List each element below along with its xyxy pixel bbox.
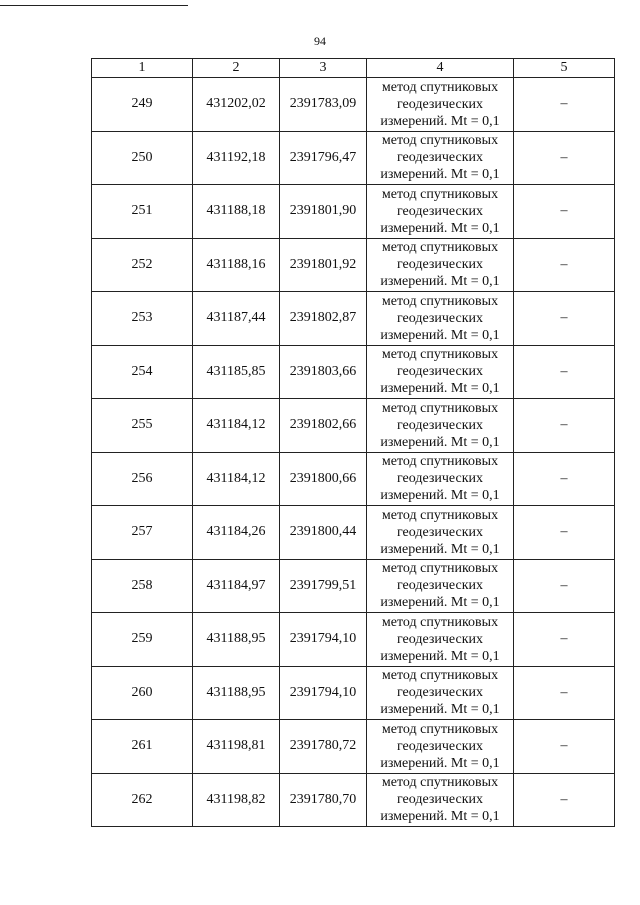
cell-coord-x: 431184,12 (193, 452, 280, 506)
table-row (92, 131, 615, 185)
header-col-5: 5 (514, 59, 615, 78)
cell-point-number: 253 (92, 292, 193, 346)
cell-note: – (514, 131, 615, 185)
cell-coord-y: 2391800,66 (280, 452, 367, 506)
cell-point-number: 255 (92, 399, 193, 453)
page-number: 94 (314, 34, 326, 48)
cell-method: метод спутниковых геодезических измерений. Mt = 0,1 (367, 559, 514, 613)
cell-coord-x: 431184,12 (193, 399, 280, 453)
cell-coord-y: 2391794,10 (280, 613, 367, 667)
table-row (92, 185, 615, 239)
cell-note: – (514, 613, 615, 667)
cell-note: – (514, 185, 615, 239)
cell-method: метод спутниковых геодезических измерений. Mt = 0,1 (367, 292, 514, 346)
cell-point-number: 252 (92, 238, 193, 292)
cell-point-number: 258 (92, 559, 193, 613)
cell-coord-y: 2391799,51 (280, 559, 367, 613)
cell-coord-y: 2391794,10 (280, 666, 367, 720)
cell-point-number: 262 (92, 773, 193, 827)
cell-point-number: 254 (92, 345, 193, 399)
table-row (92, 720, 615, 774)
cell-method: метод спутниковых геодезических измерений. Mt = 0,1 (367, 613, 514, 667)
cell-coord-x: 431184,26 (193, 506, 280, 560)
table-row (92, 666, 615, 720)
cell-note: – (514, 559, 615, 613)
header-col-4: 4 (367, 59, 514, 78)
cell-note: – (514, 345, 615, 399)
cell-point-number: 251 (92, 185, 193, 239)
cell-note: – (514, 399, 615, 453)
cell-coord-y: 2391801,92 (280, 238, 367, 292)
cell-coord-x: 431202,02 (193, 78, 280, 132)
top-rule (0, 5, 188, 6)
header-col-3: 3 (280, 59, 367, 78)
cell-coord-x: 431187,44 (193, 292, 280, 346)
cell-method: метод спутниковых геодезических измерений. Mt = 0,1 (367, 720, 514, 774)
cell-point-number: 257 (92, 506, 193, 560)
cell-coord-x: 431188,95 (193, 666, 280, 720)
table-row (92, 506, 615, 560)
cell-coord-x: 431188,18 (193, 185, 280, 239)
cell-coord-x: 431198,81 (193, 720, 280, 774)
coordinates-table (91, 58, 615, 827)
cell-method: метод спутниковых геодезических измерений. Mt = 0,1 (367, 452, 514, 506)
cell-point-number: 250 (92, 131, 193, 185)
cell-coord-y: 2391802,87 (280, 292, 367, 346)
cell-method: метод спутниковых геодезических измерений. Mt = 0,1 (367, 399, 514, 453)
cell-point-number: 256 (92, 452, 193, 506)
cell-note: – (514, 773, 615, 827)
table-row (92, 292, 615, 346)
cell-point-number: 249 (92, 78, 193, 132)
cell-point-number: 259 (92, 613, 193, 667)
cell-method: метод спутниковых геодезических измерений. Mt = 0,1 (367, 78, 514, 132)
table-row (92, 238, 615, 292)
header-col-1: 1 (92, 59, 193, 78)
cell-method: метод спутниковых геодезических измерений. Mt = 0,1 (367, 666, 514, 720)
cell-coord-y: 2391780,72 (280, 720, 367, 774)
table-row (92, 399, 615, 453)
cell-coord-x: 431192,18 (193, 131, 280, 185)
cell-coord-y: 2391780,70 (280, 773, 367, 827)
cell-coord-x: 431198,82 (193, 773, 280, 827)
cell-method: метод спутниковых геодезических измерений. Mt = 0,1 (367, 131, 514, 185)
cell-method: метод спутниковых геодезических измерений. Mt = 0,1 (367, 185, 514, 239)
cell-coord-y: 2391796,47 (280, 131, 367, 185)
table-row (92, 559, 615, 613)
cell-coord-x: 431185,85 (193, 345, 280, 399)
table-row (92, 78, 615, 132)
cell-method: метод спутниковых геодезических измерений. Mt = 0,1 (367, 345, 514, 399)
cell-note: – (514, 238, 615, 292)
cell-coord-y: 2391803,66 (280, 345, 367, 399)
cell-coord-y: 2391800,44 (280, 506, 367, 560)
cell-note: – (514, 78, 615, 132)
cell-coord-x: 431184,97 (193, 559, 280, 613)
table-row (92, 773, 615, 827)
header-col-2: 2 (193, 59, 280, 78)
cell-point-number: 260 (92, 666, 193, 720)
cell-coord-x: 431188,16 (193, 238, 280, 292)
cell-note: – (514, 720, 615, 774)
cell-note: – (514, 452, 615, 506)
cell-coord-y: 2391783,09 (280, 78, 367, 132)
cell-note: – (514, 506, 615, 560)
table-body (92, 78, 615, 827)
table-row (92, 345, 615, 399)
table-header-row (92, 59, 615, 78)
cell-coord-y: 2391802,66 (280, 399, 367, 453)
table-row (92, 452, 615, 506)
cell-note: – (514, 666, 615, 720)
cell-point-number: 261 (92, 720, 193, 774)
cell-method: метод спутниковых геодезических измерений. Mt = 0,1 (367, 238, 514, 292)
table-row (92, 613, 615, 667)
cell-coord-x: 431188,95 (193, 613, 280, 667)
cell-note: – (514, 292, 615, 346)
cell-method: метод спутниковых геодезических измерений. Mt = 0,1 (367, 506, 514, 560)
cell-method: метод спутниковых геодезических измерений. Mt = 0,1 (367, 773, 514, 827)
cell-coord-y: 2391801,90 (280, 185, 367, 239)
